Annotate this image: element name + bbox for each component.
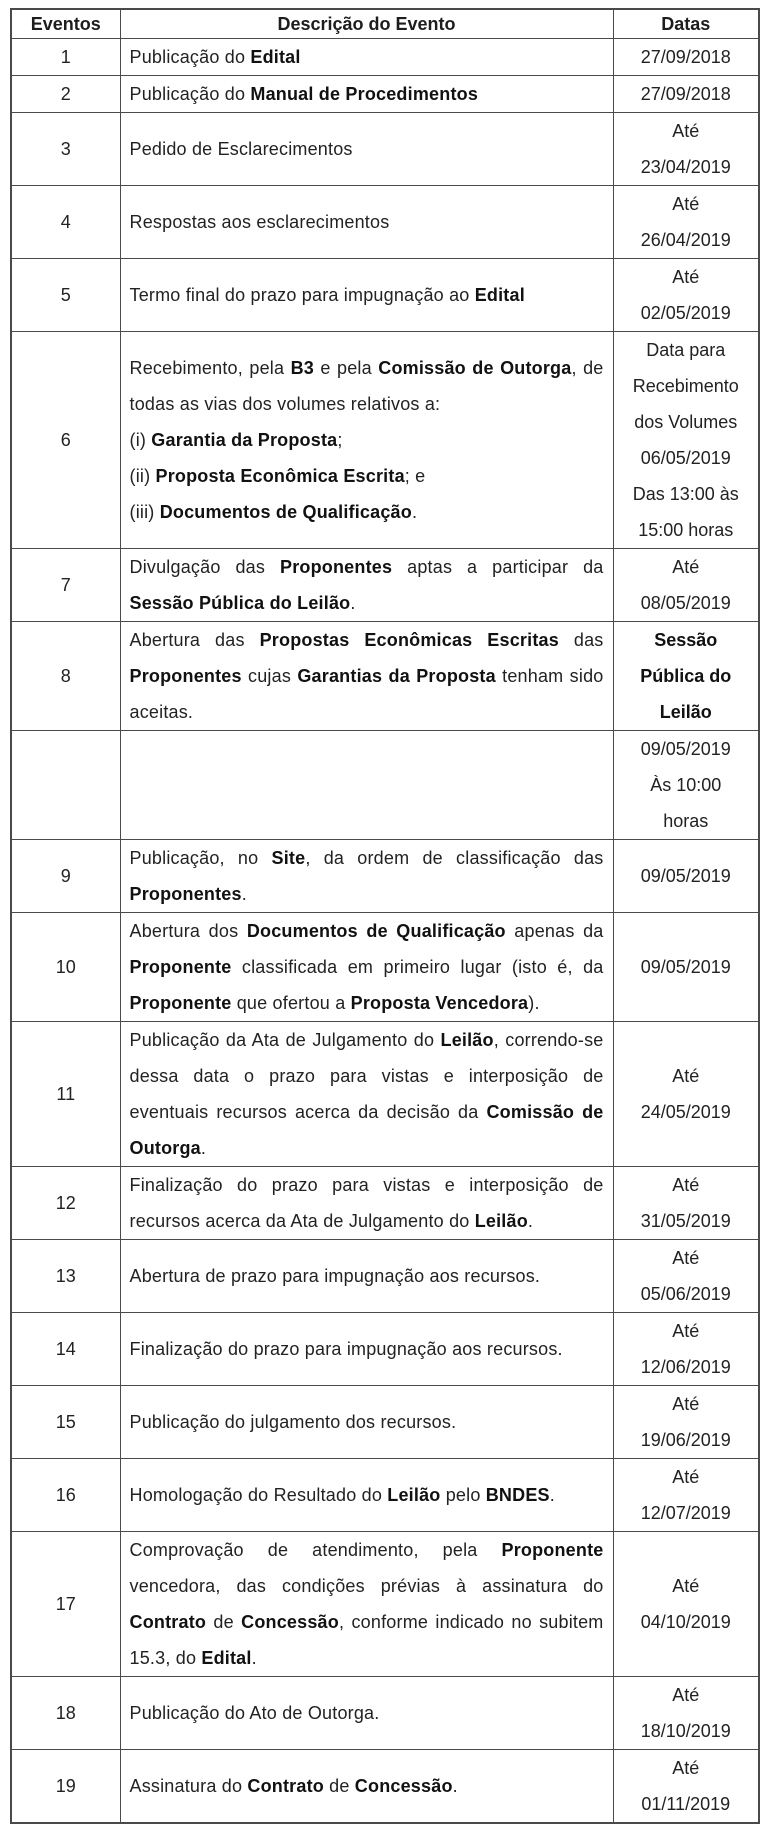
- event-description: [120, 113, 613, 186]
- date-line: 04/10/2019: [640, 1612, 731, 1632]
- description-bold-text: Propostas Econômicas Escritas: [259, 630, 559, 650]
- event-description: [120, 1677, 613, 1750]
- event-description: [120, 1167, 613, 1240]
- event-date: [613, 549, 759, 622]
- description-text: Assinatura do: [129, 1776, 248, 1796]
- date-line: 19/06/2019: [640, 1430, 731, 1450]
- date-line: 31/05/2019: [640, 1211, 731, 1231]
- event-number: 15: [11, 1386, 120, 1459]
- date-line: 01/11/2019: [641, 1794, 731, 1814]
- table-row: [11, 622, 759, 731]
- date-line: Até: [672, 557, 700, 577]
- description-bold-text: Comissão de Outorga: [378, 358, 572, 378]
- description-text: ;: [337, 430, 343, 450]
- description-text: Abertura das: [129, 630, 260, 650]
- description-bold-text: Leilão: [387, 1485, 441, 1505]
- event-number: 2: [11, 76, 120, 113]
- description-bold-text: Garantias da Proposta: [297, 666, 496, 686]
- description-text: aptas a participar da: [392, 557, 604, 577]
- table-row: [11, 1532, 759, 1677]
- description-text: Recebimento, pela: [129, 358, 291, 378]
- date-line: Às 10:00: [650, 775, 722, 795]
- event-description: [120, 1750, 613, 1824]
- table-row: [11, 1459, 759, 1532]
- date-line: 09/05/2019: [640, 957, 731, 977]
- date-line: Sessão: [654, 630, 718, 650]
- date-line: 27/09/2018: [640, 84, 731, 104]
- description-bold-text: Proposta Econômica Escrita: [155, 466, 405, 486]
- table-row: [11, 113, 759, 186]
- event-description: [120, 622, 613, 731]
- event-date: [613, 186, 759, 259]
- description-text: Finalização do prazo para impugnação aos recursos.: [129, 1339, 563, 1359]
- description-bold-text: BNDES: [485, 1485, 550, 1505]
- date-line: 12/07/2019: [640, 1503, 731, 1523]
- event-description: [120, 39, 613, 76]
- description-text: Finalização do prazo para vistas e interposição de recursos acerca da Ata de Julgamento do: [129, 1175, 604, 1231]
- description-bold-text: Documentos de Qualificação: [159, 502, 412, 522]
- col-header-descricao: Descrição do Evento: [120, 9, 613, 39]
- table-row: [11, 1313, 759, 1386]
- date-line: 27/09/2018: [640, 47, 731, 67]
- description-text: Abertura dos: [129, 921, 247, 941]
- event-number: 5: [11, 259, 120, 332]
- table-row: [11, 549, 759, 622]
- description-bold-text: Proponentes: [129, 884, 242, 904]
- event-description: [120, 1313, 613, 1386]
- table-row: [11, 1022, 759, 1167]
- description-text: tenham sido aceitas.: [129, 666, 604, 722]
- description-text: (iii): [129, 502, 160, 522]
- description-text: Publicação do: [129, 47, 251, 67]
- event-number: 19: [11, 1750, 120, 1824]
- event-number: 7: [11, 549, 120, 622]
- event-date: [613, 76, 759, 113]
- description-bold-text: Proponentes: [279, 557, 393, 577]
- date-line: Pública do: [640, 666, 732, 686]
- description-text: Termo final do prazo para impugnação ao: [129, 285, 475, 305]
- description-text: pelo: [440, 1485, 486, 1505]
- description-text: .: [411, 502, 418, 522]
- description-text: Homologação do Resultado do: [129, 1485, 388, 1505]
- description-text: Publicação, no: [129, 848, 272, 868]
- description-bold-text: Manual de Procedimentos: [250, 84, 479, 104]
- description-bold-text: Sessão Pública do Leilão: [129, 593, 351, 613]
- table-row: [11, 913, 759, 1022]
- event-description: [120, 1240, 613, 1313]
- description-text: de: [323, 1776, 355, 1796]
- description-bold-text: B3: [290, 358, 315, 378]
- description-bold-text: Proponente: [129, 993, 232, 1013]
- table-row: [11, 76, 759, 113]
- date-line: 02/05/2019: [640, 303, 731, 323]
- events-schedule-table: [10, 8, 760, 1824]
- date-line: 23/04/2019: [640, 157, 731, 177]
- description-text: ; e: [404, 466, 426, 486]
- event-date: [613, 1459, 759, 1532]
- description-text: Publicação do: [129, 84, 251, 104]
- event-number: 1: [11, 39, 120, 76]
- description-text: , correndo-se dessa data o prazo para vistas e interposição de eventuais recursos acerca da decisão da: [129, 1030, 604, 1122]
- table-row: [11, 731, 759, 840]
- event-date: [613, 1532, 759, 1677]
- event-description: [120, 332, 613, 549]
- event-date: [613, 731, 759, 840]
- table-row: [11, 1677, 759, 1750]
- event-number: 6: [11, 332, 120, 549]
- event-number: 13: [11, 1240, 120, 1313]
- description-text: .: [350, 593, 356, 613]
- description-bold-text: Proponente: [501, 1540, 604, 1560]
- date-line: dos Volumes: [634, 412, 738, 432]
- description-text: de: [206, 1612, 242, 1632]
- header-row: [11, 9, 759, 39]
- event-number: [11, 731, 120, 840]
- event-number: 18: [11, 1677, 120, 1750]
- description-text: , conforme indicado no subitem 15.3, do: [129, 1612, 604, 1668]
- event-description: [120, 186, 613, 259]
- table-row: [11, 1167, 759, 1240]
- date-line: Até: [672, 1321, 700, 1341]
- event-date: [613, 1240, 759, 1313]
- date-line: Das 13:00 às: [632, 484, 739, 504]
- date-line: Até: [672, 194, 700, 214]
- event-date: [613, 259, 759, 332]
- event-date: [613, 1677, 759, 1750]
- description-text: cujas: [241, 666, 298, 686]
- event-description: [120, 1022, 613, 1167]
- table-row: [11, 259, 759, 332]
- event-date: [613, 1386, 759, 1459]
- description-text: e pela: [314, 358, 379, 378]
- description-text: .: [251, 1648, 257, 1668]
- description-bold-text: Site: [271, 848, 306, 868]
- date-line: Até: [672, 1066, 700, 1086]
- event-description: [120, 76, 613, 113]
- table-row: [11, 840, 759, 913]
- description-bold-text: Proponente: [129, 957, 232, 977]
- table-row: [11, 186, 759, 259]
- date-line: Até: [672, 267, 700, 287]
- description-bold-text: Contrato: [247, 1776, 324, 1796]
- date-line: 05/06/2019: [640, 1284, 731, 1304]
- event-number: 11: [11, 1022, 120, 1167]
- description-text: .: [200, 1138, 207, 1158]
- description-text: Pedido de Esclarecimentos: [129, 139, 353, 159]
- table-row: [11, 332, 759, 549]
- description-text: Respostas aos esclarecimentos: [129, 212, 390, 232]
- date-line: Até: [672, 1248, 700, 1268]
- event-date: [613, 1313, 759, 1386]
- description-bold-text: Garantia da Proposta: [151, 430, 338, 450]
- description-bold-text: Proposta Vencedora: [350, 993, 529, 1013]
- event-date: [613, 113, 759, 186]
- date-line: Até: [672, 1576, 700, 1596]
- description-bold-text: Leilão: [474, 1211, 528, 1231]
- table-header: [11, 9, 759, 39]
- description-text: .: [241, 884, 247, 904]
- col-header-eventos: Eventos: [11, 9, 120, 39]
- date-line: 15:00 horas: [638, 520, 734, 540]
- event-description: [120, 731, 613, 840]
- event-number: 10: [11, 913, 120, 1022]
- date-line: 26/04/2019: [640, 230, 731, 250]
- event-number: 14: [11, 1313, 120, 1386]
- event-date: [613, 39, 759, 76]
- description-text: Abertura de prazo para impugnação aos recursos.: [129, 1266, 541, 1286]
- event-description: [120, 913, 613, 1022]
- description-text: .: [527, 1211, 534, 1231]
- event-date: [613, 622, 759, 731]
- date-line: Recebimento: [632, 376, 739, 396]
- table-row: [11, 1386, 759, 1459]
- date-line: 06/05/2019: [640, 448, 731, 468]
- description-bold-text: Proponentes: [129, 666, 242, 686]
- event-date: [613, 1022, 759, 1167]
- description-bold-text: Contrato: [129, 1612, 207, 1632]
- event-date: [613, 1750, 759, 1824]
- event-number: 4: [11, 186, 120, 259]
- table-body: [11, 39, 759, 1824]
- event-number: 8: [11, 622, 120, 731]
- event-date: [613, 913, 759, 1022]
- description-bold-text: Edital: [201, 1648, 252, 1668]
- description-bold-text: Edital: [474, 285, 525, 305]
- description-text: Comprovação de atendimento, pela: [129, 1540, 502, 1560]
- event-number: 3: [11, 113, 120, 186]
- event-date: [613, 840, 759, 913]
- description-text: , de todas as vias dos volumes relativos a:: [129, 358, 604, 414]
- date-line: Data para: [646, 340, 726, 360]
- description-text: .: [452, 1776, 458, 1796]
- description-text: Publicação do Ato de Outorga.: [129, 1703, 380, 1723]
- description-text: que ofertou a: [231, 993, 351, 1013]
- description-text: Divulgação das: [129, 557, 280, 577]
- date-line: Até: [672, 1758, 700, 1778]
- description-bold-text: Concessão: [241, 1612, 339, 1632]
- description-bold-text: Edital: [250, 47, 301, 67]
- date-line: 08/05/2019: [640, 593, 731, 613]
- date-line: 09/05/2019: [640, 866, 731, 886]
- event-description: [120, 1532, 613, 1677]
- table-row: [11, 39, 759, 76]
- date-line: Até: [672, 1685, 700, 1705]
- description-text: , da ordem de classificação das: [305, 848, 604, 868]
- event-description: [120, 840, 613, 913]
- description-text: classificada em primeiro lugar (isto é, da: [231, 957, 604, 977]
- table-row: [11, 1240, 759, 1313]
- event-date: [613, 1167, 759, 1240]
- event-date: [613, 332, 759, 549]
- description-text: Publicação do julgamento dos recursos.: [129, 1412, 457, 1432]
- events-schedule-table-wrap: [10, 8, 766, 1824]
- description-text: apenas da: [505, 921, 604, 941]
- description-text: das: [558, 630, 604, 650]
- date-line: Leilão: [659, 702, 712, 722]
- date-line: Até: [672, 1467, 700, 1487]
- date-line: 12/06/2019: [640, 1357, 731, 1377]
- description-text: (ii): [129, 466, 156, 486]
- description-bold-text: Leilão: [440, 1030, 494, 1050]
- event-description: [120, 1459, 613, 1532]
- date-line: Até: [672, 121, 700, 141]
- table-row: [11, 1750, 759, 1824]
- date-line: 18/10/2019: [640, 1721, 731, 1741]
- event-number: 17: [11, 1532, 120, 1677]
- event-number: 16: [11, 1459, 120, 1532]
- col-header-datas: Datas: [613, 9, 759, 39]
- event-description: [120, 1386, 613, 1459]
- description-text: ).: [528, 993, 540, 1013]
- event-description: [120, 549, 613, 622]
- description-text: Publicação da Ata de Julgamento do: [129, 1030, 441, 1050]
- date-line: 09/05/2019: [640, 739, 731, 759]
- event-number: 9: [11, 840, 120, 913]
- description-bold-text: Documentos de Qualificação: [246, 921, 506, 941]
- event-description: [120, 259, 613, 332]
- description-text: .: [549, 1485, 555, 1505]
- description-bold-text: Concessão: [354, 1776, 453, 1796]
- date-line: Até: [672, 1394, 700, 1414]
- description-text: (i): [129, 430, 152, 450]
- date-line: horas: [663, 811, 709, 831]
- description-text: vencedora, das condições prévias à assinatura do: [129, 1576, 604, 1596]
- date-line: Até: [672, 1175, 700, 1195]
- event-number: 12: [11, 1167, 120, 1240]
- description-bold-text: Comissão de Outorga: [129, 1102, 604, 1158]
- date-line: 24/05/2019: [640, 1102, 731, 1122]
